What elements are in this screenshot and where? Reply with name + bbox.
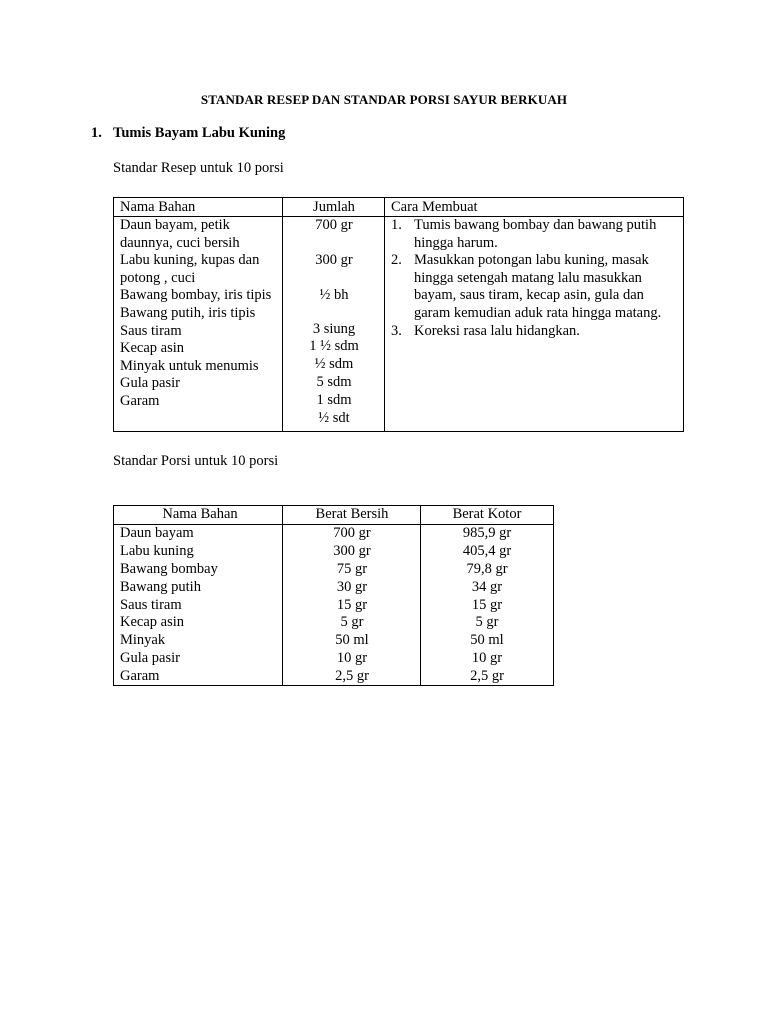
table-cell: Bawang putih [120, 578, 201, 595]
recipe-header-amount: Jumlah [313, 199, 355, 215]
table-cell: 15 gr [336, 596, 368, 613]
table-cell: Minyak [120, 632, 166, 649]
table-cell: 50 ml [470, 632, 504, 649]
section-title: Tumis Bayam Labu Kuning [113, 125, 286, 141]
ingredient-item: Kecap asin [120, 340, 185, 357]
ingredient-item: Labu kuning, kupas dan potong , cuci [120, 252, 260, 286]
amount-item: 1 sdm [316, 392, 352, 408]
portion-header-ingredient: Nama Bahan [162, 506, 238, 522]
ingredient-item: Saus tiram [120, 322, 182, 339]
table-cell: Daun bayam [120, 525, 194, 541]
table-cell: Gula pasir [120, 650, 180, 667]
ingredient-item: Garam [120, 392, 160, 409]
table-cell: 985,9 gr [462, 525, 512, 541]
table-cell: 10 gr [336, 650, 368, 667]
amount-item: 300 gr [315, 252, 353, 268]
portion-table [113, 505, 554, 686]
table-cell: 75 gr [336, 560, 368, 577]
amount-item: 700 gr [315, 217, 353, 233]
recipe-table [113, 197, 684, 432]
table-cell: 5 gr [475, 614, 499, 631]
amount-item: 3 siung [312, 321, 356, 337]
portion-column-ingredient [120, 506, 280, 686]
portion-column-gross-weight [420, 506, 554, 686]
method-step [391, 217, 681, 252]
step-number: 2. [391, 252, 402, 269]
portion-header-gross-weight: Berat Kotor [452, 506, 522, 522]
amount-item: ½ sdt [318, 410, 350, 426]
amount-item: 5 sdm [316, 374, 352, 390]
recipe-caption: Standar Resep untuk 10 porsi [113, 160, 284, 176]
table-cell: 2,5 gr [470, 668, 504, 685]
table-cell: Labu kuning [120, 542, 194, 559]
step-text: Masukkan potongan labu kuning, masak hingga setengah matang lalu masukkan bayam, saus tiram, kecap asin, gula dan garam kemudian aduk rata hingga matang. [414, 252, 662, 321]
step-text: Koreksi rasa lalu hidangkan. [414, 322, 580, 339]
recipe-header-ingredient: Nama Bahan [120, 199, 196, 215]
amount-item: 1 ½ sdm [309, 338, 359, 354]
table-cell: 405,4 gr [462, 542, 512, 559]
step-text: Tumis bawang bombay dan bawang putih hingga harum. [414, 217, 657, 251]
ingredient-item: Bawang bombay, iris tipis [120, 287, 272, 304]
amount-item: ½ bh [319, 287, 349, 303]
table-cell: 50 ml [335, 632, 369, 649]
table-cell: Kecap asin [120, 614, 185, 631]
ingredient-item: Minyak untuk menumis [120, 357, 259, 374]
column-divider [282, 198, 283, 431]
step-number: 3. [391, 322, 402, 339]
portion-caption: Standar Porsi untuk 10 porsi [113, 453, 279, 469]
table-cell: 30 gr [336, 578, 368, 595]
table-cell: 700 gr [333, 525, 371, 541]
table-cell: 5 gr [340, 614, 364, 631]
table-cell: Bawang bombay [120, 560, 218, 577]
table-cell: 2,5 gr [335, 668, 369, 685]
ingredient-item: Gula pasir [120, 375, 180, 392]
table-cell: Garam [120, 668, 160, 685]
method-step [391, 323, 681, 341]
amount-item: ½ sdm [314, 356, 354, 372]
section-number: 1. [91, 125, 102, 141]
method-steps [391, 217, 681, 340]
ingredient-list [120, 217, 280, 411]
column-divider [384, 198, 385, 431]
table-cell: 300 gr [333, 542, 371, 559]
ingredient-item: Daun bayam, petik daunnya, cuci bersih [120, 217, 240, 251]
ingredient-item: Bawang putih, iris tipis [120, 304, 256, 321]
section-heading [91, 125, 285, 142]
table-cell: Saus tiram [120, 596, 182, 613]
column-divider [282, 506, 283, 685]
portion-header-net-weight: Berat Bersih [315, 506, 389, 522]
table-cell: 15 gr [471, 596, 503, 613]
document-title: STANDAR RESEP DAN STANDAR PORSI SAYUR BERKUAH [200, 92, 568, 107]
table-cell: 79,8 gr [466, 560, 508, 577]
method-step [391, 252, 681, 322]
table-cell: 34 gr [471, 578, 503, 595]
portion-column-net-weight [284, 506, 420, 686]
step-number: 1. [391, 217, 402, 233]
recipe-header-method: Cara Membuat [391, 199, 478, 215]
table-cell: 10 gr [471, 650, 503, 667]
